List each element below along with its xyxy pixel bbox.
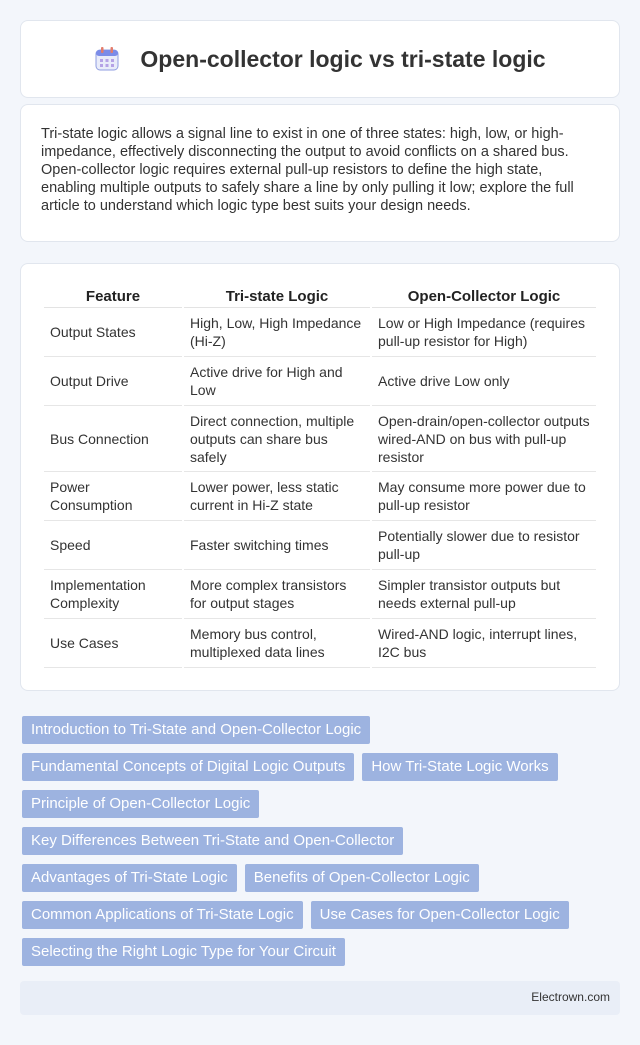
table-cell: Output States <box>44 308 182 357</box>
table-cell: Wired-AND logic, interrupt lines, I2C bus <box>372 619 596 668</box>
table-cell: Lower power, less static current in Hi-Z state <box>184 472 370 521</box>
table-cell: Output Drive <box>44 357 182 406</box>
table-row <box>44 619 596 668</box>
tag-row <box>22 790 622 818</box>
tag-link[interactable]: Principle of Open-Collector Logic <box>22 790 259 818</box>
table-cell: Use Cases <box>44 619 182 668</box>
table-row <box>44 357 596 406</box>
footer-brand[interactable]: Electrown.com <box>531 990 610 1004</box>
comparison-table <box>42 286 598 668</box>
table-cell: Direct connection, multiple outputs can share bus safely <box>184 406 370 472</box>
tag-link[interactable]: Introduction to Tri-State and Open-Collector Logic <box>22 716 370 744</box>
table-cell: Simpler transistor outputs but needs external pull-up <box>372 570 596 619</box>
tag-row <box>22 864 622 892</box>
table-row <box>44 521 596 570</box>
tag-row <box>22 901 622 929</box>
table-cell: Potentially slower due to resistor pull-up <box>372 521 596 570</box>
tag-row <box>22 716 622 744</box>
topic-tags <box>22 716 622 975</box>
tag-link[interactable]: Advantages of Tri-State Logic <box>22 864 237 892</box>
tag-row <box>22 827 622 855</box>
tag-link[interactable]: Use Cases for Open-Collector Logic <box>311 901 569 929</box>
table-cell: Active drive Low only <box>372 357 596 406</box>
table-cell: Faster switching times <box>184 521 370 570</box>
header-open-collector: Open-Collector Logic <box>372 286 596 308</box>
table-row <box>44 472 596 521</box>
table-row <box>44 570 596 619</box>
tag-link[interactable]: Selecting the Right Logic Type for Your Circuit <box>22 938 345 966</box>
header-tri-state: Tri-state Logic <box>184 286 370 308</box>
table-row <box>44 308 596 357</box>
table-cell: Power Consumption <box>44 472 182 521</box>
tag-link[interactable]: How Tri-State Logic Works <box>362 753 557 781</box>
header-feature: Feature <box>44 286 182 308</box>
footer <box>20 981 620 1015</box>
table-cell: Implementation Complexity <box>44 570 182 619</box>
table-cell: Active drive for High and Low <box>184 357 370 406</box>
calendar-icon <box>94 46 120 72</box>
tag-row <box>22 753 622 781</box>
comparison-table-card <box>20 263 620 691</box>
table-cell: Open-drain/open-collector outputs wired-AND on bus with pull-up resistor <box>372 406 596 472</box>
table-cell: Bus Connection <box>44 406 182 472</box>
tag-link[interactable]: Key Differences Between Tri-State and Open-Collector <box>22 827 403 855</box>
tag-link[interactable]: Common Applications of Tri-State Logic <box>22 901 303 929</box>
table-cell: Low or High Impedance (requires pull-up resistor for High) <box>372 308 596 357</box>
table-cell: May consume more power due to pull-up resistor <box>372 472 596 521</box>
tag-link[interactable]: Benefits of Open-Collector Logic <box>245 864 479 892</box>
intro-card <box>20 104 620 242</box>
page-title: Open-collector logic vs tri-state logic <box>140 45 546 72</box>
title-card <box>20 20 620 98</box>
table-cell: High, Low, High Impedance (Hi-Z) <box>184 308 370 357</box>
tag-link[interactable]: Fundamental Concepts of Digital Logic Outputs <box>22 753 354 781</box>
table-row <box>44 406 596 472</box>
tag-row <box>22 938 622 966</box>
table-cell: Speed <box>44 521 182 570</box>
intro-paragraph: Tri-state logic allows a signal line to exist in one of three states: high, low, or high-impedance, effectively disconnecting the output to avoid conflicts on a shared bus. Open-collector logic requires external pull-up resistors to define the high state, enabling multiple outputs to safely share a line by only pulling it low; explore the full article to understand which logic type best suits your design needs. <box>41 126 574 214</box>
table-cell: More complex transistors for output stages <box>184 570 370 619</box>
table-header-row <box>44 286 596 308</box>
table-cell: Memory bus control, multiplexed data lines <box>184 619 370 668</box>
